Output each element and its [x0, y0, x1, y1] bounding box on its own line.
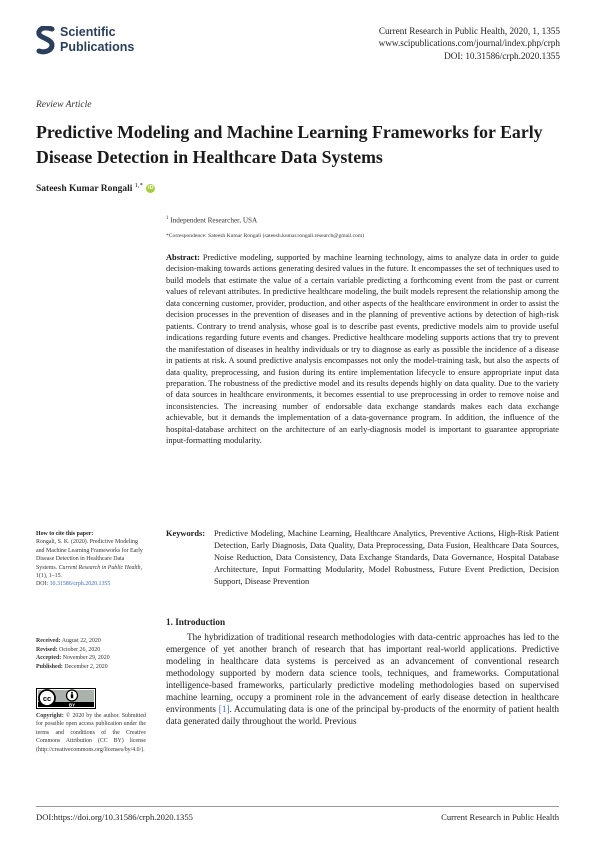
copyright-text: © 2020 by the author. Submitted for possible open access publication under the terms and conditions of the Creative Commons Attribution (CC BY) license (http://creativecommons.org/licenses/by/4.0/).: [36, 713, 146, 753]
journal-doi[interactable]: DOI: 10.31586/crph.2020.1355: [444, 50, 560, 61]
cite-text: Rongali, S. K. (2020). Predictive Modeling and Machine Learning Frameworks for Early Disease Detection in Healthcare Data Systems.: [36, 539, 143, 571]
reference-link[interactable]: [1]: [218, 704, 230, 715]
footer-journal: Current Research in Public Health: [441, 812, 559, 822]
journal-citation: Current Research in Public Health, 2020, 1, 1355: [378, 26, 560, 36]
footer-divider: [36, 806, 559, 807]
svg-text:cc: cc: [42, 693, 52, 703]
cite-label: How to cite this paper:: [36, 531, 94, 537]
received-label: Received:: [36, 638, 61, 644]
logo-text: [60, 25, 134, 55]
received-date: [36, 637, 146, 646]
accepted-label: Accepted:: [36, 655, 62, 662]
cite-journal: Current Research in Public Health,: [58, 564, 143, 571]
correspondence: *Correspondence: Sateesh Kumar Rongali (sateesh.kumar.rongali.research@gmail.com): [166, 233, 365, 239]
section-heading-introduction: 1. Introduction: [166, 617, 226, 627]
author-affiliation-marker: 1,*: [134, 182, 143, 189]
author-line: [36, 182, 155, 194]
cite-doi-link[interactable]: 10.31586/crph.2020.1355: [49, 581, 111, 588]
logo-line-2: Publications: [60, 40, 135, 54]
journal-info: [379, 25, 560, 62]
journal-url[interactable]: www.scipublications.com/journal/index.php/crph: [378, 38, 560, 49]
abstract-label: Abstract:: [166, 253, 200, 262]
affiliation-text: Independent Researcher, USA: [170, 216, 258, 225]
cite-doi-label: DOI:: [36, 581, 49, 588]
cite-volume: 1(1), 1–15.: [36, 573, 63, 580]
published-value: December 2, 2020: [64, 663, 108, 670]
published-date: [36, 663, 146, 672]
revised-date: [36, 646, 146, 655]
affiliation: [166, 216, 257, 224]
revised-label: Revised:: [36, 646, 58, 653]
accepted-date: [36, 654, 146, 663]
how-to-cite: [36, 530, 146, 589]
intro-text-part-1: The hybridization of traditional research methodologies with data-centric approaches has led to the emergence of yet another branch of research that has important real-world applications. Predictive modeling in healthcare data systems is perceived as an advancement of conventional research methodology supported by modern data science tools, techniques, and frameworks. Computational intelligence-based frameworks, particularly predictive modeling methodologies based on supervised machine learning, occupy a prominent role in the advancement of early disease detection in healthcare environments: [166, 632, 559, 715]
cc-by-license-icon[interactable]: [36, 688, 96, 709]
received-value: August 22, 2020: [61, 638, 101, 644]
cc-by-label: BY: [68, 702, 76, 708]
footer-doi[interactable]: DOI:https://doi.org/10.31586/crph.2020.1355: [36, 812, 193, 822]
accepted-value: November 29, 2020: [62, 655, 110, 662]
keywords-label: Keywords:: [166, 529, 206, 538]
logo-s-icon: [36, 26, 56, 56]
author-name: Sateesh Kumar Rongali: [36, 184, 133, 195]
logo-line-1: Scientific: [60, 25, 116, 39]
keywords-text: Predictive Modeling, Machine Learning, Healthcare Analytics, Preventive Actions, High-Risk Patient Detection, Early Diagnosis, Data Quality, Data Preprocessing, Data Fusion, Healthcare Data Sources, Noise Reduction, Data Consistency, Data Exchange Standards, Data Governance, Hospital Database Architecture, Input Formatting Modularity, Model Robustness, Future Event Prediction, Decision Support, Disease Prevention: [214, 529, 559, 586]
intro-text-part-2: . Accumulating data is one of the principal by-products of the enormity of patient health data generated daily throughout the world. Previous: [166, 704, 559, 727]
copyright-label: Copyright:: [36, 713, 64, 719]
introduction-paragraph: [166, 631, 559, 727]
publication-dates: [36, 637, 146, 671]
affiliation-marker: 1: [166, 216, 169, 221]
keywords: [166, 528, 559, 588]
article-type: Review Article: [36, 100, 92, 110]
published-label: Published:: [36, 663, 63, 670]
publisher-logo[interactable]: [36, 24, 146, 84]
copyright-notice: [36, 712, 146, 754]
revised-value: October 26, 2020: [59, 646, 101, 653]
orcid-icon[interactable]: iD: [148, 185, 154, 192]
abstract: [166, 252, 559, 447]
abstract-text: Predictive modeling, supported by machine learning technology, aims to analyze data in order to guide decision-making towards actions generating desired values in the future. It encompasses the set of techniques used to build models that estimate the value of a certain variable predicting a forthcoming event from the past or current values of relevant attributes. In predictive healthcare modeling, the built models represent the relationship among the data concerning customer, provider, production, and other aspects of the healthcare environment in order to assist the decision processes in the prevention of diseases and in the planning of preventive actions by detection of high-risk patients. Contrary to trend analysis, whose goal is to describe past events, predictive models aim to provide useful indications regarding future events and changes. Predictive healthcare modeling supports actions that try to prevent the manifestation of diseases in healthy individuals or try to diagnose as early as possible the incidence of a disease in patients at risk. A sound predictive analysis encompasses not only the model-training task, but also the aspects of data quality, preprocessing, and fusion during its entire implementation lifecycle to ensure appropriate input data preparation. The robustness of the predictive model and its results depends highly on data quality. Due to the variety of data sources in healthcare environments, it becomes essential to use preprocessing in order to remove noise and inconsistencies. The increasing number of endorsable data exchange standards makes each data exchange achievable, but it demands the implementation of a data-governance program. In addition, the influence of the hospital-database architect on the architecture of an early-diagnosis model is important to guarantee appropriate input-formatting modularity.: [166, 253, 559, 446]
paper-title: Predictive Modeling and Machine Learning Frameworks for Early Disease Detection in Healthcare Data Systems: [36, 122, 543, 167]
